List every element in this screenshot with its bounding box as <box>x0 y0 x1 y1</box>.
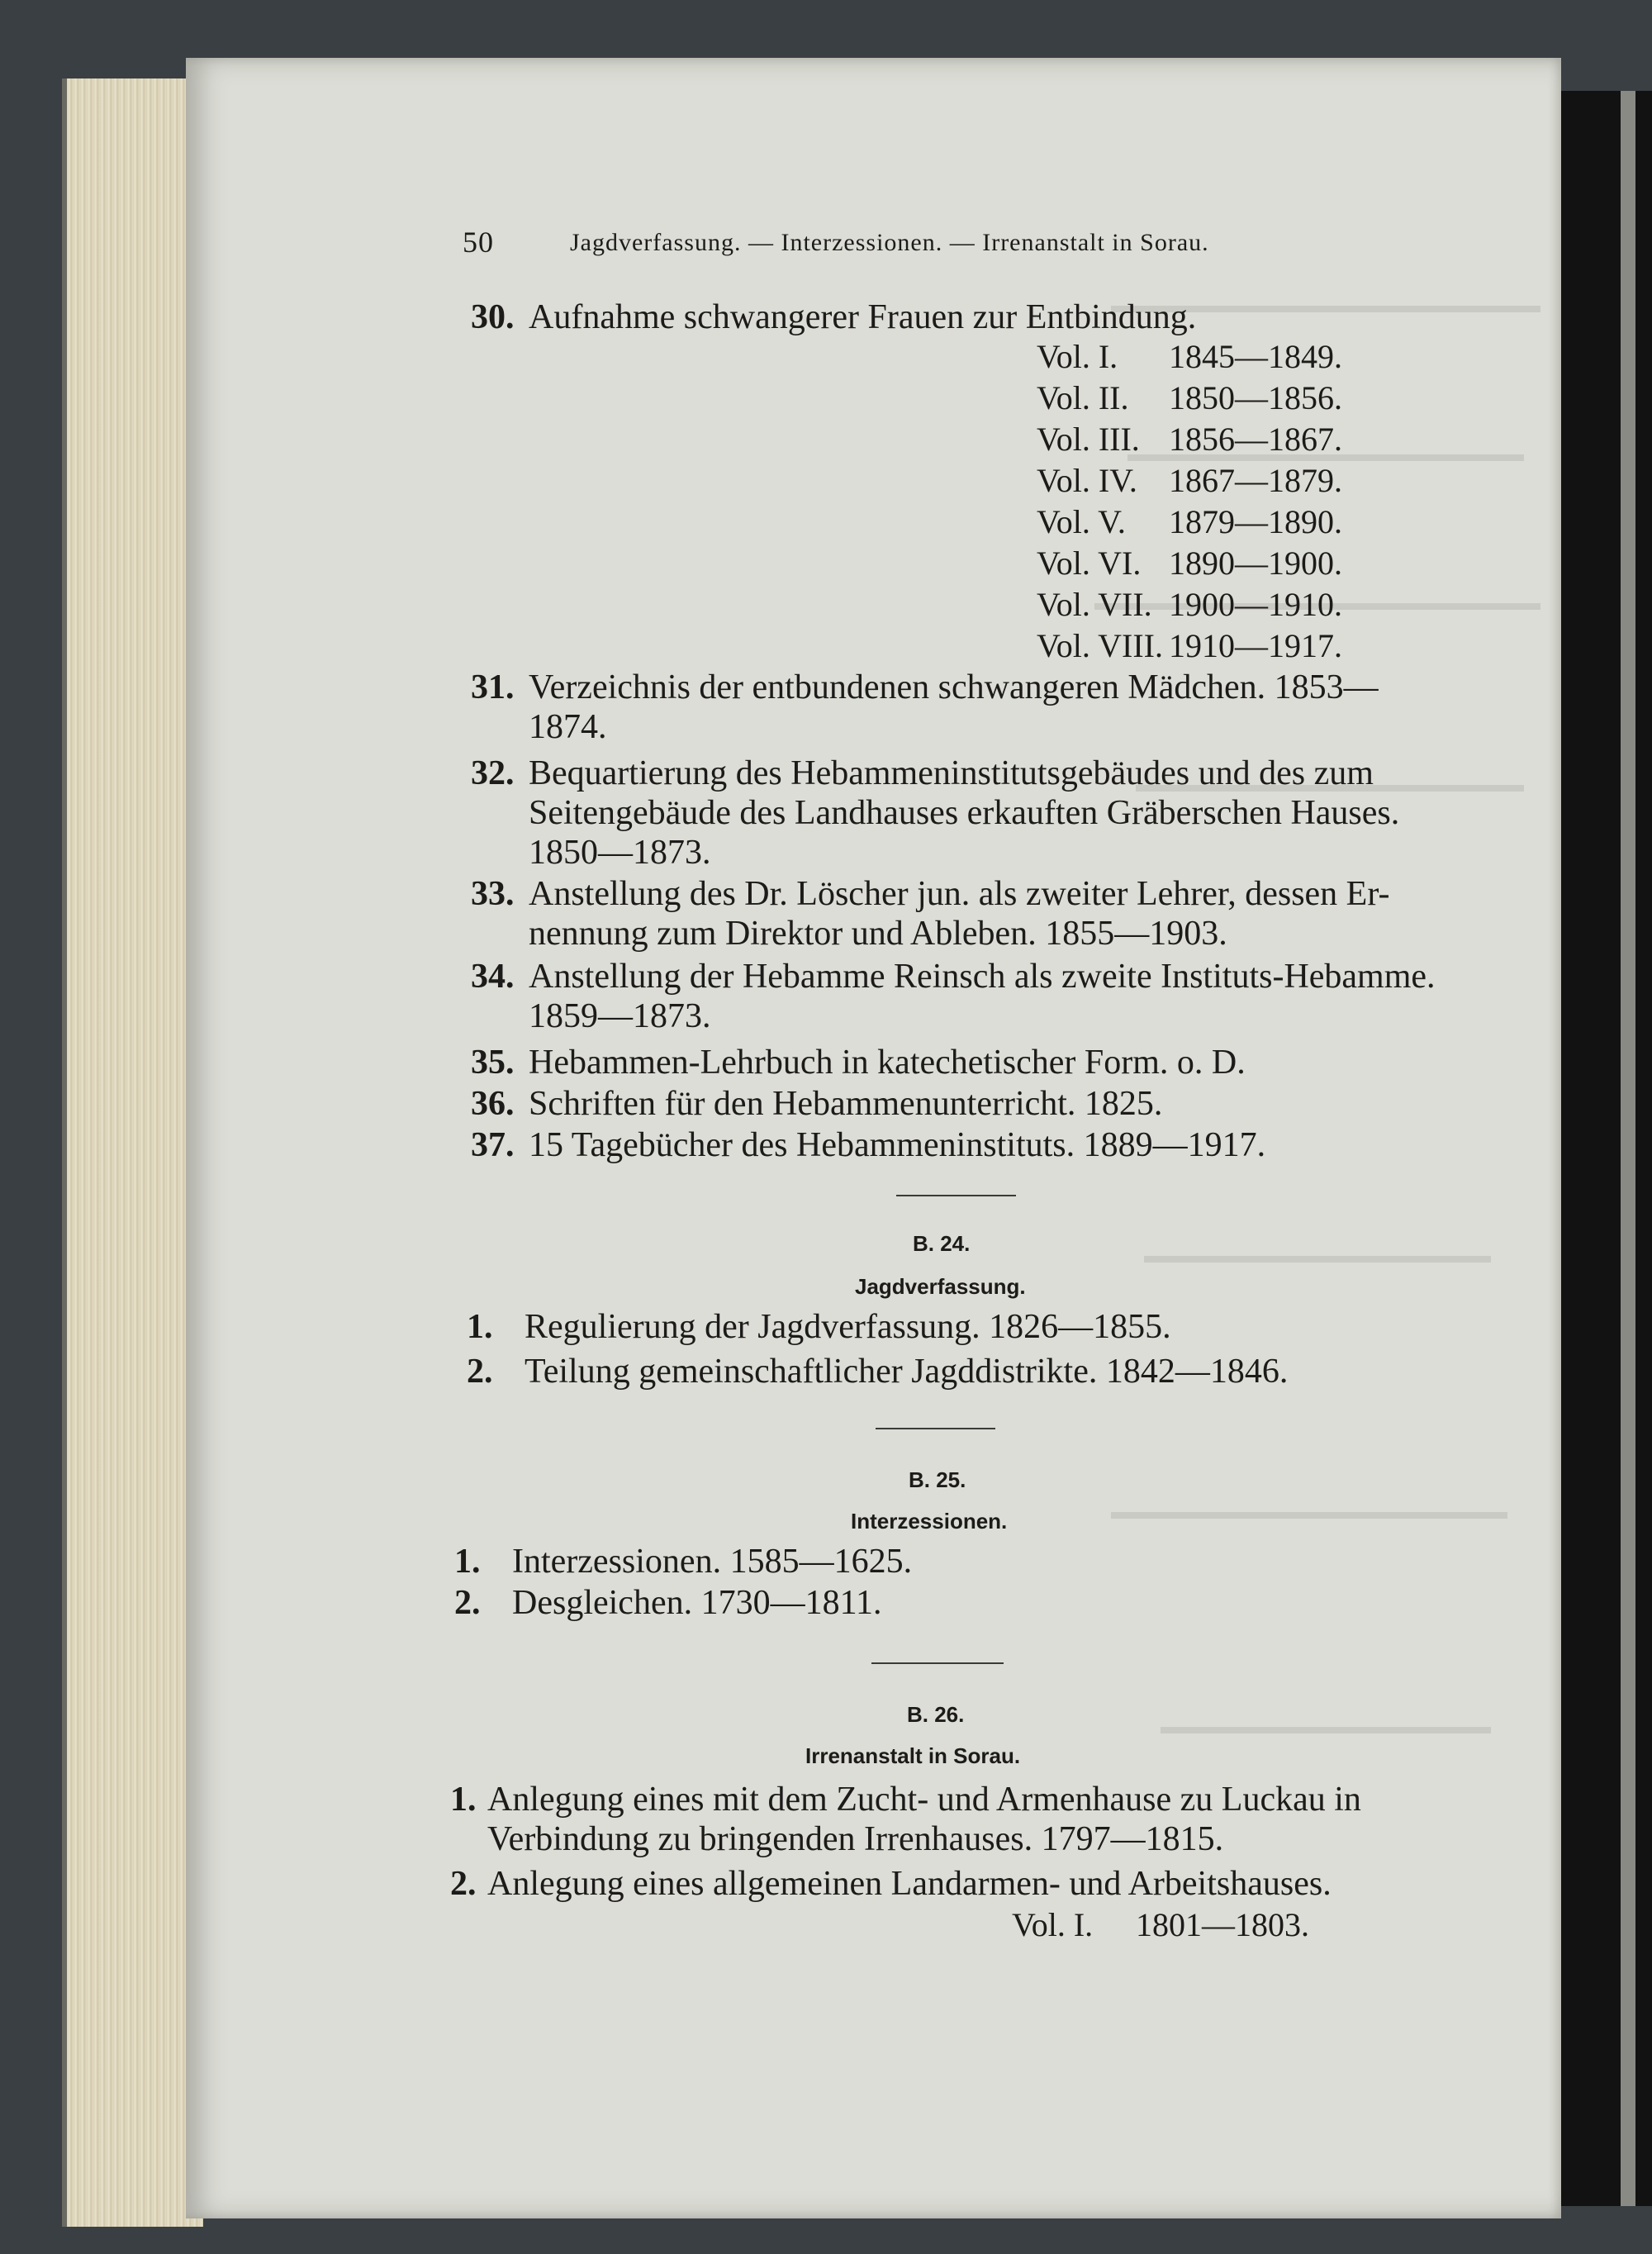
entry-number: 31. <box>471 668 515 706</box>
section-number: B. 24. <box>913 1231 971 1256</box>
entry-32 <box>471 754 1374 793</box>
entry-number: 37. <box>471 1126 515 1164</box>
entry-text: Anlegung eines allgemeinen Landarmen- und Arbeitshauses. <box>487 1865 1332 1903</box>
entry-31-cont <box>529 707 607 747</box>
entry-31 <box>471 668 1379 707</box>
page-number: 50 <box>463 226 494 259</box>
entry-32-cont <box>529 793 1399 833</box>
volume-years: 1867—1879. <box>1169 462 1342 499</box>
b26-entry-1-cont <box>487 1819 1223 1859</box>
volume-label: Vol. III. <box>1037 421 1140 458</box>
volume-years: 1801—1803. <box>1136 1906 1309 1943</box>
volume-label: Vol. VIII. <box>1037 627 1163 664</box>
volume-years: 1850—1856. <box>1169 379 1342 416</box>
b25-entry-1 <box>454 1542 912 1581</box>
section-divider <box>871 1662 1004 1664</box>
running-head-title: Jagdverfassung. — Interzessionen. — Irrenanstalt in Sorau. <box>570 229 1209 256</box>
volume-row <box>1037 585 1342 625</box>
entry-number: 34. <box>471 958 515 996</box>
adjacent-book-edge <box>1621 91 1635 2206</box>
volume-row <box>1037 420 1342 459</box>
volume-years: 1910—1917. <box>1169 627 1342 664</box>
entry-text: Schriften für den Hebammenunterricht. 1825. <box>529 1085 1163 1123</box>
volume-row <box>1037 378 1342 418</box>
volume-row <box>1037 626 1342 666</box>
volume-label: Vol. VII. <box>1037 586 1152 623</box>
page-edges <box>62 78 203 2227</box>
entry-text: 1874. <box>529 708 607 746</box>
entry-number: 32. <box>471 754 515 792</box>
entry-text: Verzeichnis der entbundenen schwangeren Mädchen. 1853— <box>529 668 1379 706</box>
entry-text: Bequartierung des Hebammeninstitutsgebäudes und des zum <box>529 754 1374 792</box>
volume-years: 1890—1900. <box>1169 544 1342 582</box>
b24-entry-1 <box>467 1307 1171 1347</box>
entry-number: 1. <box>454 1543 481 1581</box>
entry-number: 2. <box>467 1353 493 1391</box>
entry-number: 1. <box>467 1308 493 1346</box>
volume-years: 1845—1849. <box>1169 338 1342 375</box>
section-title: Jagdverfassung. <box>855 1274 1026 1299</box>
volume-label: Vol. I. <box>1037 338 1118 375</box>
volume-label: Vol. II. <box>1037 379 1129 416</box>
running-head <box>463 225 1371 266</box>
entry-35 <box>471 1043 1246 1082</box>
section-divider <box>896 1195 1016 1196</box>
section-number: B. 26. <box>907 1702 965 1727</box>
entry-text: Aufnahme schwangerer Frauen zur Entbindung. <box>529 298 1197 336</box>
entry-text: 15 Tagebücher des Hebammeninstituts. 1889—1917. <box>529 1126 1266 1164</box>
entry-32-cont <box>529 833 711 873</box>
entry-number: 2. <box>450 1865 477 1903</box>
volume-years: 1879—1890. <box>1169 503 1342 540</box>
volume-label: Vol. IV. <box>1037 462 1137 499</box>
volume-row <box>1037 461 1342 501</box>
entry-36 <box>471 1084 1162 1124</box>
entry-37 <box>471 1125 1265 1165</box>
entry-number: 36. <box>471 1085 515 1123</box>
entry-text: Anlegung eines mit dem Zucht- und Armenhause zu Luckau in <box>487 1781 1361 1819</box>
volume-label: Vol. VI. <box>1037 544 1142 582</box>
entry-text: Interzessionen. 1585—1625. <box>512 1543 913 1581</box>
volume-row <box>1037 544 1342 583</box>
entry-30 <box>471 297 1196 337</box>
section-title: Interzessionen. <box>851 1509 1008 1534</box>
entry-34-cont <box>529 996 711 1036</box>
section-title: Irrenanstalt in Sorau. <box>805 1743 1021 1768</box>
volume-label: Vol. V. <box>1037 503 1126 540</box>
entry-text: Anstellung des Dr. Löscher jun. als zweiter Lehrer, dessen Er- <box>529 875 1390 913</box>
entry-text: Regulierung der Jagdverfassung. 1826—1855. <box>525 1308 1171 1346</box>
entry-33-cont <box>529 914 1227 953</box>
entry-33 <box>471 874 1389 914</box>
entry-text: nennung zum Direktor und Ableben. 1855—1903. <box>529 915 1227 953</box>
entry-number: 2. <box>454 1584 481 1622</box>
section-number: B. 25. <box>909 1467 966 1492</box>
volume-row <box>1037 502 1342 542</box>
entry-number: 30. <box>471 298 515 336</box>
entry-text: Teilung gemeinschaftlicher Jagddistrikte. 1842—1846. <box>525 1353 1289 1391</box>
entry-text: Verbindung zu bringenden Irrenhauses. 1797—1815. <box>487 1820 1224 1858</box>
entry-text: Seitengebäude des Landhauses erkauften Gräberschen Hauses. <box>529 794 1400 832</box>
b24-entry-2 <box>467 1352 1288 1391</box>
b26-entry-1 <box>450 1780 1361 1819</box>
entry-text: 1859—1873. <box>529 997 711 1035</box>
volume-years: 1900—1910. <box>1169 586 1342 623</box>
entry-34 <box>471 957 1436 996</box>
section-divider <box>876 1428 995 1429</box>
volume-years: 1856—1867. <box>1169 421 1342 458</box>
entry-text: 1850—1873. <box>529 834 711 872</box>
entry-text: Desgleichen. 1730—1811. <box>512 1584 882 1622</box>
b25-entry-2 <box>454 1583 882 1623</box>
entry-number: 1. <box>450 1781 477 1819</box>
entry-text: Anstellung der Hebamme Reinsch als zweite Instituts-Hebamme. <box>529 958 1436 996</box>
entry-number: 33. <box>471 875 515 913</box>
b26-entry-2 <box>450 1864 1332 1904</box>
volume-row <box>1012 1905 1309 1945</box>
background-edge <box>1561 91 1652 2206</box>
volume-label: Vol. I. <box>1012 1906 1094 1943</box>
volume-row <box>1037 337 1342 377</box>
entry-text: Hebammen-Lehrbuch in katechetischer Form. o. D. <box>529 1044 1246 1082</box>
entry-number: 35. <box>471 1044 515 1082</box>
